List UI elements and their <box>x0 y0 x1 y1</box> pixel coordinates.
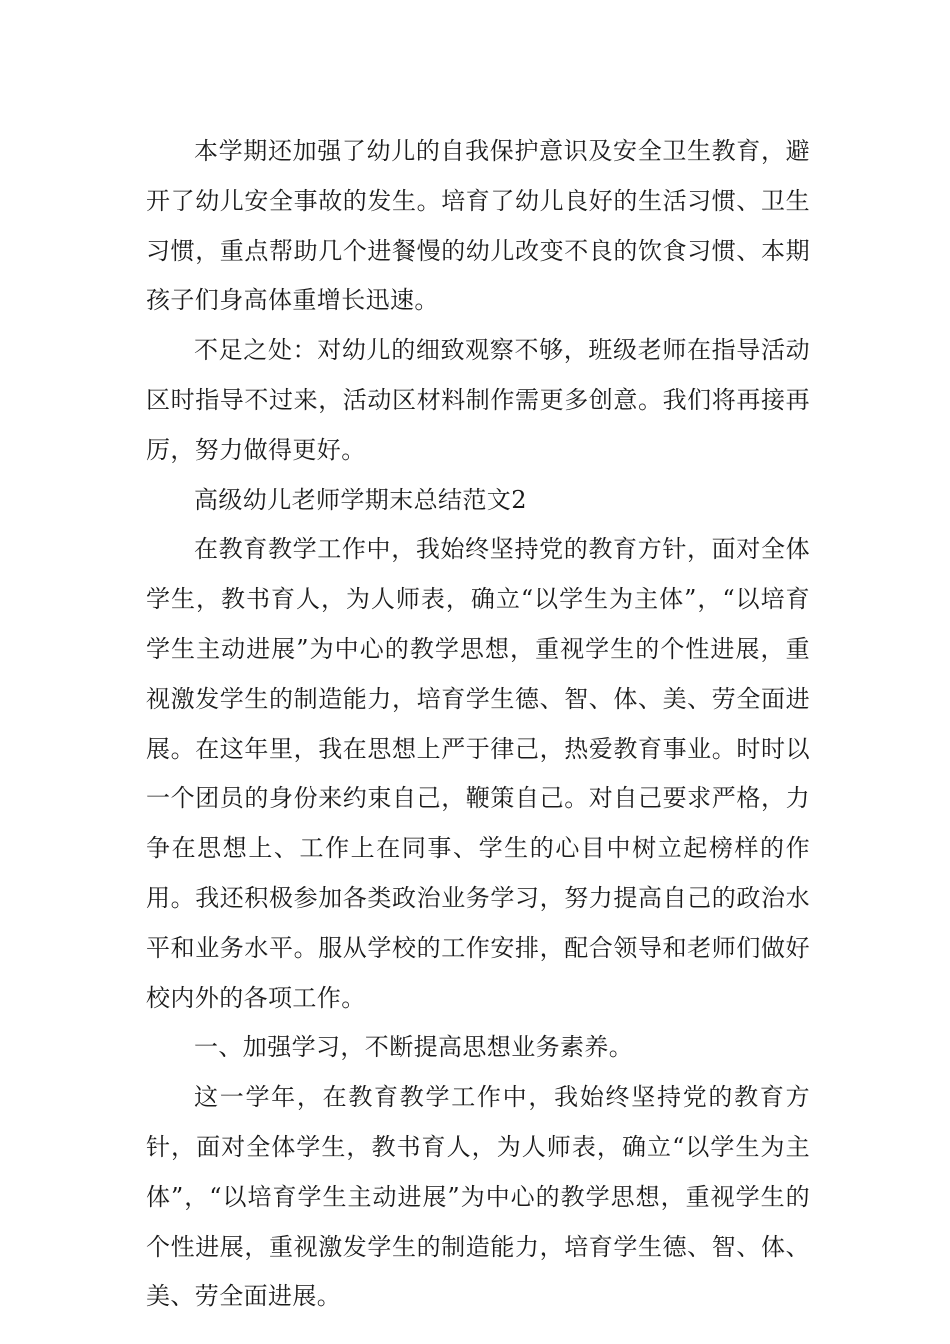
section-heading: 高级幼儿老师学期末总结范文2 <box>194 485 527 514</box>
paragraph-safety-education: 本学期还加强了幼儿的自我保护意识及安全卫生教育，避开了幼儿安全事故的发生。培育了幼儿良好的生活习惯、卫生习惯，重点帮助几个进餐慢的幼儿改变不良的饮食习惯、本期孩子们身高体重增长迅速。 <box>146 137 810 315</box>
paragraph-shortcomings: 不足之处：对幼儿的细致观察不够，班级老师在指导活动区时指导不过来，活动区材料制作需更多创意。我们将再接再厉，努力做得更好。 <box>146 336 810 464</box>
paragraph-school-year: 这一学年，在教育教学工作中，我始终坚持党的教育方针，面对全体学生，教书育人，为人师表，确立“以学生为主体”，“以培育学生主动进展”为中心的教学思想，重视学生的个性进展，重视激发学生的制造能力，培育学生德、智、体、美、劳全面进展。 <box>146 1083 810 1311</box>
subheading-study: 一、加强学习，不断提高思想业务素养。 <box>194 1033 634 1062</box>
document-body <box>146 127 810 1322</box>
paragraph-teaching-work: 在教育教学工作中，我始终坚持党的教育方针，面对全体学生，教书育人，为人师表，确立“以学生为主体”，“以培育学生主动进展”为中心的教学思想，重视学生的个性进展，重视激发学生的制造能力，培育学生德、智、体、美、劳全面进展。在这年里，我在思想上严于律己，热爱教育事业。时时以一个团员的身份来约束自己，鞭策自己。对自己要求严格，力争在思想上、工作上在同事、学生的心目中树立起榜样的作用。我还积极参加各类政治业务学习，努力提高自己的政治水平和业务水平。服从学校的工作安排，配合领导和老师们做好校内外的各项工作。 <box>146 535 810 1012</box>
